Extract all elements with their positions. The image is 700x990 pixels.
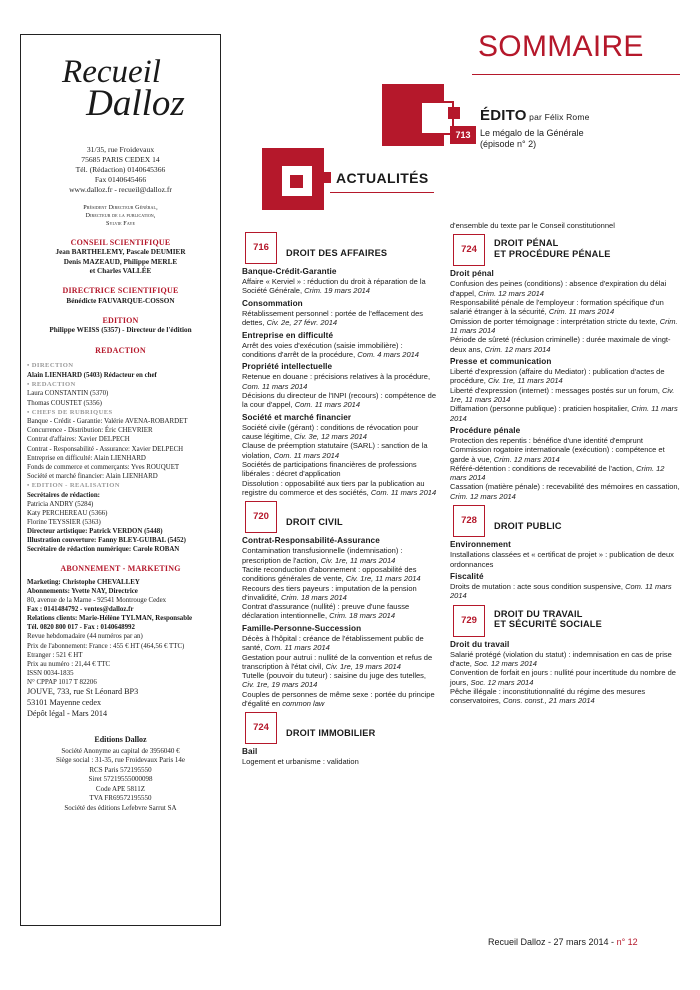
rubric-heading: Procédure pénale <box>450 425 521 435</box>
editions-line: TVA FR69572195550 <box>89 794 152 803</box>
summary-item-text: Contamination transfusionnelle (indemnisation) : prescription de l'action, <box>242 546 403 565</box>
section-page-number: 724 <box>245 712 277 744</box>
summary-item <box>450 668 682 687</box>
summary-item-reference: Crim. 12 mars 2014 <box>484 344 551 354</box>
summary-item-text: Confusion des peines (conditions) : absence d'expiration du délai d'appel, <box>450 279 667 298</box>
abonnement-line: Prix de l'abonnement: France : 455 € HT (464,56 € TTC) <box>27 642 185 650</box>
summary-item-text: Protection des repentis : bénéfice d'une identité d'emprunt <box>450 435 643 445</box>
abonnement-line: Tél. 0820 800 017 - Fax : 0140648992 <box>27 624 135 632</box>
summary-item-text: Commission rogatoire internationale (exécution) : compétence et garde à vue, <box>450 445 665 464</box>
summary-item <box>450 436 682 445</box>
summary-item-reference: Crim. 12 mars 2014 <box>478 288 544 298</box>
actualites-rule <box>330 192 434 193</box>
redaction-subheading: • REDACTION <box>27 380 76 388</box>
summary-item-text: Diffamation (personne publique) : praticien hospitalier, <box>450 404 632 414</box>
abonnement-list <box>27 578 214 720</box>
editions-line: Siège social : 31-35, rue Froidevaux Paris 14e <box>55 756 186 765</box>
summary-item-text: Tacite reconduction d'abonnement : opposabilité des conditions générales de vente, <box>242 564 417 584</box>
redaction-line: Secrétaire de rédaction numérique: Carole ROBAN <box>27 546 180 554</box>
section-page-number: 720 <box>245 501 277 533</box>
director-block <box>27 204 214 228</box>
redaction-line: Concurrence - Distribution: Éric CHEVRIER <box>27 427 153 435</box>
summary-item-text: Liberté d'expression (internet) : messages postés sur un forum, <box>450 385 662 395</box>
abonnement-line: Marketing: Christophe CHEVALLEY <box>27 578 140 586</box>
summary-item-text: Tutelle (pouvoir du tuteur) : saisine du juge des tutelles, <box>242 671 426 681</box>
redaction-line: Florine TEYSSIER (5363) <box>27 518 101 526</box>
rubric-heading: Propriété intellectuelle <box>242 362 333 372</box>
summary-item-text: Référé-détention : conditions de recevabilité de l'action, <box>450 463 637 473</box>
address-line: www.dalloz.fr - recueil@dalloz.fr <box>69 184 172 194</box>
abonnement-line: Abonnements: Yvette NAY, Directrice <box>27 587 138 595</box>
summary-item-text: Droits de mutation : acte sous condition suspensive, <box>450 581 626 591</box>
summary-item <box>450 445 682 464</box>
summary-item-text: Arrêt des voies d'exécution (saisie immobilière) : conditions d'arrêt de la procédure, <box>242 340 403 359</box>
summary-item <box>242 565 437 584</box>
directrice-name: Bénédicte FAUVARQUE-COSSON <box>66 296 175 305</box>
redaction-line: Directeur artistique: Patrick VERDON (5448) <box>27 528 163 536</box>
section-title <box>494 238 611 259</box>
summary-item <box>242 757 437 766</box>
rubric-heading: Droit du travail <box>450 639 510 649</box>
redaction-line: Alain LIENHARD (5403) Rédacteur en chef <box>27 371 157 379</box>
conseil-line: Jean BARTHELEMY, Pascale DEUMIER <box>55 248 186 257</box>
summary-item-reference: Com. 11 mars 2014 <box>264 643 330 653</box>
edito-square-small <box>448 107 460 119</box>
recueil-dalloz-logo: Recueil Dalloz <box>62 54 185 125</box>
summary-item-text: Omission de porter témoignage : interprétation stricte du texte, <box>450 316 660 326</box>
rubric-heading: Bail <box>242 747 258 757</box>
summary-item-text: Clause de préemption statutaire (SARL) : sanction de la violation, <box>242 441 428 460</box>
summary-item-text: Logement et urbanisme : validation <box>242 757 359 767</box>
redaction-subheading: • EDITION - REALISATION <box>27 482 120 490</box>
abonnement-line: ISSN 0034-1835 <box>27 669 74 677</box>
edito-subtitle: Le mégalo de la Générale (épisode n° 2) <box>480 128 584 150</box>
summary-item-reference: Crim. 19 mars 2014 <box>304 286 370 296</box>
redaction-line: Katy PERCHEREAU (5366) <box>27 509 108 517</box>
summary-item-text: Décisions du directeur de l'INPI (recours) : compétence de la cour d'appel, <box>242 391 437 410</box>
rubric-heading: Fiscalité <box>450 571 484 581</box>
actualites-rule-v <box>322 185 323 207</box>
section-title: DROIT CIVIL <box>286 517 343 528</box>
title-rule <box>472 74 680 75</box>
summary-item-reference: Civ. 1re, 11 mars 2014 <box>320 555 396 565</box>
summary-item <box>242 634 437 653</box>
summary-item-reference: Soc. 12 mars 2014 <box>473 659 537 669</box>
summary-item <box>450 298 682 317</box>
section-page-number: 729 <box>453 605 485 637</box>
summary-item-reference: Crim. 12 mars 2014 <box>450 463 665 483</box>
summary-item-text: Responsabilité pénale de l'employeur : formation spécifique d'un salarié étranger à la sécurité, <box>450 298 664 317</box>
edition-title: EDITION <box>102 316 139 326</box>
page-footer: Recueil Dalloz - 27 mars 2014 - n° 12 <box>488 937 638 947</box>
summary-item <box>242 671 437 690</box>
conseil-title: CONSEIL SCIENTIFIQUE <box>70 237 171 247</box>
summary-item <box>450 482 682 501</box>
summary-column-1 <box>242 228 437 767</box>
editions-line: Code APE 5811Z <box>95 784 146 793</box>
section-header <box>245 501 437 533</box>
section-page-number: 724 <box>453 234 485 266</box>
section-title-line: DROIT PÉNAL <box>494 238 559 249</box>
summary-item-text: Décès à l'hôpital : créance de l'établissement public de santé, <box>242 633 424 653</box>
summary-item <box>242 479 437 498</box>
summary-item <box>450 650 682 669</box>
summary-item <box>450 464 682 483</box>
conseil-line: et Charles VALLÉE <box>89 266 152 275</box>
summary-item <box>450 367 682 386</box>
section-header <box>453 605 682 637</box>
editions-line: Société des éditions Lefebvre Sarrut SA <box>64 803 177 812</box>
summary-item <box>242 309 437 328</box>
redaction-line: Entreprise en difficulté: Alain LIENHARD <box>27 454 146 462</box>
actualites-square-small <box>320 172 331 183</box>
summary-item <box>242 602 437 621</box>
section-title-line: DROIT DU TRAVAIL <box>494 608 583 619</box>
summary-item-reference: Civ. 1re, 11 mars 2014 <box>345 574 421 584</box>
actualites-heading: ACTUALITÉS <box>336 170 429 186</box>
summary-item <box>242 584 437 603</box>
summary-item-reference: Civ. 2e, 27 févr. 2014 <box>266 318 338 328</box>
director-line: Sylvie Faye <box>105 219 135 227</box>
address-line: Tél. (Rédaction) 0140645366 <box>75 165 166 175</box>
summary-item-reference: Civ. 1re, 11 mars 2014 <box>450 385 675 404</box>
summary-item <box>450 687 682 706</box>
abonnement-line: Revue hebdomadaire (44 numéros par an) <box>27 633 143 641</box>
rubric-heading: Contrat-Responsabilité-Assurance <box>242 536 380 546</box>
rubric-heading: Banque-Crédit-Garantie <box>242 267 337 276</box>
summary-item-text: Liberté d'expression (affaire du Mediator) : publication d'actes de procédure, <box>450 367 665 386</box>
summary-item <box>450 550 682 569</box>
summary-item-text: Contrat d'assurance (nullité) : preuve d'une fausse déclaration intentionnelle, <box>242 602 410 621</box>
summary-item <box>450 221 682 230</box>
redaction-line: Laura CONSTANTIN (5370) <box>27 390 109 398</box>
edito-heading: ÉDITO par Félix Rome <box>480 107 590 124</box>
rubric-heading: Droit pénal <box>450 269 494 279</box>
summary-item-text: Rétablissement personnel : portée de l'effacement des dettes, <box>242 308 423 328</box>
summary-item <box>242 277 437 296</box>
redaction-line: Contrat d'affaires: Xavier DELPECH <box>27 436 130 444</box>
rubric-heading: Famille-Personne-Succession <box>242 623 362 633</box>
summary-item-reference: Crim. 18 mars 2014 <box>280 592 347 602</box>
redaction-line: Société et marché financier: Alain LIENHARD <box>27 472 158 480</box>
section-page-number: 716 <box>245 232 277 264</box>
editions-line: Société Anonyme au capital de 3956040 € <box>61 746 180 755</box>
section-header <box>245 712 437 744</box>
summary-item <box>450 582 682 601</box>
summary-item <box>242 423 437 442</box>
conseil-line: Denis MAZEAUD, Philippe MERLE <box>63 257 178 266</box>
edition-name: Philippe WEISS (5357) - Directeur de l'édition <box>49 326 192 335</box>
section-title: DROIT IMMOBILIER <box>286 728 376 739</box>
redaction-line: Thomas COUSTET (5356) <box>27 399 102 407</box>
summary-item-text: Salarié protégé (violation du statut) : indemnisation en cas de prise d'acte, <box>450 649 672 669</box>
edito-author: par Félix Rome <box>526 112 590 122</box>
section-title: DROIT PUBLIC <box>494 521 562 532</box>
rubric-heading: Société et marché financier <box>242 412 352 422</box>
redaction-list <box>27 362 214 554</box>
summary-item-reference: Crim. 11 mars 2014 <box>450 404 678 423</box>
address-block <box>27 145 214 194</box>
summary-item-text: Installations classées et « certificat de projet » : publication de deux ordonnances <box>450 550 674 569</box>
issue-number: n° 12 <box>616 937 638 947</box>
summary-item-reference: Com. 11 mars 2014 <box>242 381 308 391</box>
summary-item-reference: Crim. 12 mars 2014 <box>493 454 560 464</box>
summary-item-text: Dissolution : opposabilité aux tiers par la publication au registre du commerce et des sociétés, <box>242 478 425 497</box>
summary-item <box>242 690 437 709</box>
summary-item-text: Pêche illégale : inconstitutionnalité du régime des mesures conservatoires, <box>450 686 646 706</box>
summary-item <box>242 391 437 410</box>
rubric-heading: Presse et communication <box>450 356 552 366</box>
summary-item <box>242 441 437 460</box>
abonnement-line: Prix au numéro : 21,44 € TTC <box>27 660 111 668</box>
redaction-title: REDACTION <box>95 345 146 355</box>
section-title <box>494 609 602 630</box>
summary-item-text: Affaire « Kerviel » : réduction du droit à réparation de la Société Générale, <box>242 277 426 296</box>
section-header <box>453 505 682 537</box>
masthead-box <box>20 34 221 926</box>
section-title: DROIT DES AFFAIRES <box>286 248 388 258</box>
summary-item <box>450 317 682 336</box>
redaction-line: Contrat - Responsabilité - Assurance: Xavier DELPECH <box>27 445 184 453</box>
editions-line: Siret 57219555000098 <box>88 775 153 784</box>
summary-item-reference: Crim. 18 mars 2014 <box>329 611 396 621</box>
summary-item-reference: Crim. 11 mars 2014 <box>548 307 615 317</box>
summary-item-reference: Civ. 3e, 12 mars 2014 <box>294 432 367 442</box>
address-line: 31/35, rue Froidevaux <box>86 145 155 155</box>
abonnement-line: Etranger : 521 € HT <box>27 651 83 659</box>
section-header <box>453 234 682 266</box>
summary-column-2 <box>450 221 682 706</box>
redaction-line: Illustration couverture: Fanny BLEY-GUIBAL (5452) <box>27 537 186 545</box>
summary-item-reference: Crim. 12 mars 2014 <box>450 491 516 501</box>
rubric-heading: Consommation <box>242 298 303 308</box>
summary-item-text: Gestation pour autrui : nullité de la convention et refus de transcription à l'état civil, <box>242 652 433 671</box>
editions-block <box>27 735 214 813</box>
summary-item-reference: Civ. 1re, 11 mars 2014 <box>487 376 563 386</box>
summary-item-text: Période de sûreté (réclusion criminelle) : durée maximale de vingt-deux ans, <box>450 335 671 354</box>
actualites-square-inner <box>290 175 303 188</box>
abonnement-line: Dépôt légal - Mars 2014 <box>27 708 108 718</box>
summary-item <box>450 335 682 354</box>
director-line: Président Directeur Général, <box>83 203 158 211</box>
summary-item-reference: Civ. 1re, 19 mars 2014 <box>325 661 401 671</box>
redaction-subheading: • CHEFS DE RUBRIQUES <box>27 408 113 416</box>
abonnement-line: JOUVE, 733, rue St Léonard BP3 <box>27 687 139 697</box>
abonnement-line: Relations clients: Marie-Hélène TYLMAN, Responsable <box>27 615 193 623</box>
summary-item-text: Sociétés de participations financières de professions libérales : décret d'application <box>242 460 417 479</box>
editions-lines <box>27 747 214 813</box>
summary-item-reference: Soc. 12 mars 2014 <box>470 677 534 687</box>
section-title-line: ET SÉCURITÉ SOCIALE <box>494 619 602 630</box>
summary-item <box>242 341 437 360</box>
section-title-line: ET PROCÉDURE PÉNALE <box>494 248 611 259</box>
summary-item <box>242 372 437 391</box>
summary-item-reference: Civ. 1re, 19 mars 2014 <box>242 680 318 690</box>
summary-item <box>242 653 437 672</box>
rubric-heading: Environnement <box>450 540 511 550</box>
abonnement-line: 80, avenue de la Marne - 92541 Montrouge Cedex <box>27 596 167 604</box>
summary-item-text: Couples de personnes de même sexe : portée du principe d'égalité en <box>242 689 435 708</box>
conseil-names <box>27 248 214 276</box>
summary-item-reference: Com. 11 mars 2014 <box>273 450 339 460</box>
summary-item-text: Société civile (gérant) : conditions de révocation pour cause légitime, <box>242 422 419 442</box>
redaction-subheading: • DIRECTION <box>27 362 74 370</box>
abonnement-line: Fax : 0141484792 - ventes@dalloz.fr <box>27 606 134 614</box>
abonnement-line: 53101 Mayenne cedex <box>27 697 102 707</box>
address-line: Fax 0140645466 <box>94 174 147 184</box>
summary-item <box>450 386 682 405</box>
redaction-line: Fonds de commerce et commerçants: Yves ROUQUET <box>27 463 180 471</box>
section-page-number: 728 <box>453 505 485 537</box>
summary-item-reference: Crim. 11 mars 2014 <box>450 316 678 335</box>
summary-item-reference: Com. 11 mars 2014 <box>450 581 672 601</box>
address-line: 75685 PARIS CEDEX 14 <box>81 155 160 165</box>
abonnement-line: N° CPPAP 1017 T 82206 <box>27 678 97 686</box>
director-line: Directeur de la publication, <box>85 211 156 219</box>
summary-item-reference: common law <box>282 699 325 708</box>
directrice-title: DIRECTRICE SCIENTIFIQUE <box>62 286 179 296</box>
redaction-line: Secrétaires de rédaction: <box>27 491 100 499</box>
summary-item <box>242 546 437 565</box>
redaction-line: Patricia ANDRY (5284) <box>27 500 94 508</box>
summary-item <box>242 460 437 479</box>
editions-line: RCS Paris 572195550 <box>89 765 152 774</box>
page-title: SOMMAIRE <box>478 30 644 63</box>
summary-item-reference: Cons. const., 21 mars 2014 <box>502 696 595 706</box>
summary-item-text: Retenue en douane : précisions relatives à la procédure, <box>242 372 431 382</box>
summary-item-text: Convention de forfait en jours : nullité pour incertitude du nombre de jours, <box>450 668 676 687</box>
summary-item-text: Recours des tiers payeurs : imputation de la pension d'invalidité, <box>242 583 417 602</box>
summary-item-reference: Com. 11 mars 2014 <box>294 400 361 410</box>
editions-title: Editions Dalloz <box>94 734 147 744</box>
section-header <box>245 232 437 264</box>
summary-item-text: Cassation (matière pénale) : recevabilité des mémoires en cassation, <box>450 482 680 492</box>
redaction-line: Banque - Crédit - Garantie: Valérie AVENA-ROBARDET <box>27 418 188 426</box>
summary-item-reference: Com. 4 mars 2014 <box>357 350 419 359</box>
edito-page-number: 713 <box>455 130 471 140</box>
summary-item-text: d'ensemble du texte par le Conseil constitutionnel <box>450 221 615 230</box>
summary-item-reference: Com. 11 mars 2014 <box>370 487 437 497</box>
abonnement-title: ABONNEMENT - MARKETING <box>60 564 181 574</box>
summary-item <box>450 404 682 423</box>
rubric-heading: Entreprise en difficulté <box>242 330 334 340</box>
summary-item <box>450 279 682 298</box>
